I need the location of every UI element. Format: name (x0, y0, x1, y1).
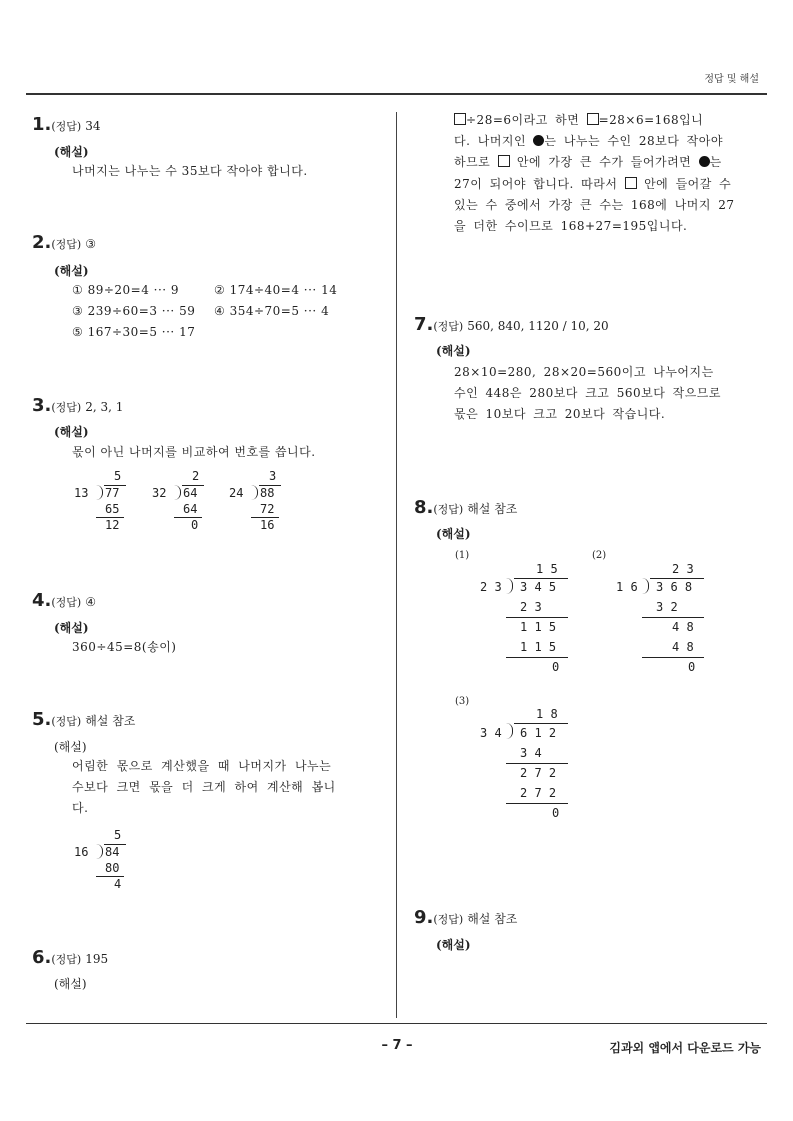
q7-line-3: 몫은 10보다 크고 20보다 작습니다. (454, 407, 666, 421)
answer-label: (정답) (433, 320, 464, 333)
divisor: 13 (74, 486, 89, 500)
quotient: 2 (192, 469, 200, 483)
dividend: 64 (183, 486, 198, 500)
q1-number: 1. (32, 114, 52, 135)
q9-answer: 해설 참조 (467, 912, 518, 926)
q1-heading (32, 114, 101, 135)
q6-line-4-a: 27이 되어야 합니다. 따라서 (454, 177, 625, 191)
q6-line-3-c: 는 (709, 155, 722, 169)
step-4: 0 (552, 660, 560, 674)
q4-answer: ④ (85, 595, 96, 609)
step-2: 4 8 (672, 620, 694, 634)
q8-part-2-division (616, 562, 716, 680)
division-bar (650, 578, 704, 579)
q2-item-4: ④ 354÷70=5 ··· 4 (214, 304, 330, 318)
product: 64 (183, 502, 198, 516)
division-bracket (506, 723, 513, 739)
q6-number: 6. (32, 947, 52, 968)
subtraction-bar (506, 617, 568, 618)
q3-division-3 (229, 469, 289, 535)
q5-explanation-label: (해설) (54, 740, 87, 754)
q2-number: 2. (32, 232, 52, 253)
product: 72 (260, 502, 275, 516)
q5-line-1: 어림한 몫으로 계산했을 때 나머지가 나누는 (72, 759, 332, 773)
blank-square-icon (587, 113, 599, 125)
step-1: 2 3 (520, 600, 542, 614)
q7-line-1: 28×10=280, 28×20=560이고 나누어지는 (454, 365, 714, 379)
q3-division-2 (152, 469, 212, 535)
divisor: 2 3 (480, 580, 502, 594)
division-bracket (96, 844, 103, 859)
quotient: 1 5 (536, 562, 558, 576)
answer-label: (정답) (51, 238, 82, 251)
q6-line-2 (454, 131, 744, 152)
product: 65 (105, 502, 120, 516)
q5-answer: 해설 참조 (85, 714, 136, 728)
division-bracket (251, 485, 258, 500)
q6-answer: 195 (85, 952, 109, 966)
q2-explanation-label: (해설) (54, 264, 89, 278)
q9-heading (414, 907, 517, 928)
answer-label: (정답) (51, 401, 82, 414)
product: 80 (105, 861, 120, 875)
answer-label: (정답) (51, 715, 82, 728)
divisor: 24 (229, 486, 244, 500)
q1-answer: 34 (85, 119, 101, 133)
q6-heading (32, 947, 108, 968)
division-bracket (506, 578, 513, 594)
step-4: 0 (688, 660, 696, 674)
q2-item-2: ② 174÷40=4 ··· 14 (214, 283, 338, 297)
remainder: 16 (260, 518, 275, 532)
q6-line-3 (454, 152, 744, 173)
header-tag: 정답 및 해설 (704, 74, 759, 85)
q8-part-3-label: (3) (455, 696, 470, 707)
dividend: 84 (105, 845, 120, 859)
q8-part-1-division (480, 562, 580, 680)
q4-explanation-label: (해설) (54, 621, 89, 635)
q8-part-3-division (480, 707, 580, 825)
q8-part-2-label: (2) (592, 550, 607, 561)
step-1: 3 2 (656, 600, 678, 614)
quotient: 1 8 (536, 707, 558, 721)
dividend: 77 (105, 486, 120, 500)
q6-line-6-a: 을 더한 수이므로 168+27=195입니다. (454, 219, 688, 233)
quotient: 5 (114, 469, 122, 483)
division-bar (514, 723, 568, 724)
q3-text: 몫이 아닌 나머지를 비교하여 번호를 씁니다. (72, 445, 316, 459)
q6-explanation-label: (해설) (54, 977, 87, 991)
answer-label: (정답) (433, 503, 464, 516)
dividend: 6 1 2 (520, 726, 557, 740)
remainder: 12 (105, 518, 120, 532)
footer-note: 김과외 앱에서 다운로드 가능 (609, 1041, 761, 1055)
subtraction-bar (506, 657, 568, 658)
step-4: 0 (552, 806, 560, 820)
quotient: 2 3 (672, 562, 694, 576)
dividend: 3 6 8 (656, 580, 693, 594)
q3-answer: 2, 3, 1 (85, 400, 124, 414)
dividend: 88 (260, 486, 275, 500)
q3-division-1 (74, 469, 134, 535)
q4-text: 360÷45=8(송이) (72, 640, 177, 654)
subtraction-bar (642, 617, 704, 618)
q8-part-1-label: (1) (455, 550, 470, 561)
q5-division (74, 828, 134, 894)
q8-heading (414, 497, 517, 518)
q2-answer: ③ (85, 237, 96, 251)
q9-explanation-label: (해설) (436, 938, 471, 952)
answer-label: (정답) (51, 596, 82, 609)
q6-line-6 (454, 216, 744, 237)
division-bracket (96, 485, 103, 500)
q6-line-1-a: ÷28=6이라고 하면 (466, 113, 587, 127)
answer-label: (정답) (51, 953, 82, 966)
q7-number: 7. (414, 314, 434, 335)
q6-line-1-b: =28×6=168입니 (598, 113, 704, 127)
q5-number: 5. (32, 709, 52, 730)
q6-line-1 (454, 110, 744, 131)
step-3: 4 8 (672, 640, 694, 654)
q4-heading (32, 590, 96, 611)
q3-heading (32, 395, 123, 416)
filled-circle-icon (533, 135, 544, 146)
q7-answer: 560, 840, 1120 / 10, 20 (467, 319, 609, 333)
divisor: 3 4 (480, 726, 502, 740)
division-bar (514, 578, 568, 579)
blank-square-icon (625, 177, 637, 189)
filled-circle-icon (699, 156, 710, 167)
footer-rule (26, 1023, 767, 1024)
q6-line-5 (454, 195, 744, 216)
remainder: 4 (114, 877, 122, 891)
remainder: 0 (191, 518, 199, 532)
dividend: 3 4 5 (520, 580, 557, 594)
step-1: 3 4 (520, 746, 542, 760)
q2-heading (32, 232, 96, 253)
q5-line-3: 다. (72, 801, 89, 815)
subtraction-bar (506, 803, 568, 804)
blank-square-icon (454, 113, 466, 125)
q7-line-2: 수인 448은 280보다 크고 560보다 작으므로 (454, 386, 721, 400)
q8-number: 8. (414, 497, 434, 518)
q2-item-5: ⑤ 167÷30=5 ··· 17 (72, 325, 196, 339)
q1-text: 나머지는 나누는 수 35보다 작아야 합니다. (72, 164, 308, 178)
q2-item-3: ③ 239÷60=3 ··· 59 (72, 304, 196, 318)
step-2: 2 7 2 (520, 766, 557, 780)
page-number: – 7 – (381, 1038, 413, 1053)
divisor: 16 (74, 845, 89, 859)
step-2: 1 1 5 (520, 620, 557, 634)
answer-label: (정답) (433, 913, 464, 926)
q3-number: 3. (32, 395, 52, 416)
subtraction-bar (642, 657, 704, 658)
blank-square-icon (498, 155, 510, 167)
division-bracket (642, 578, 649, 594)
subtraction-bar (506, 763, 568, 764)
q2-item-1: ① 89÷20=4 ··· 9 (72, 283, 180, 297)
header-rule (26, 93, 767, 95)
division-bracket (174, 485, 181, 500)
q6-line-2-a: 다. 나머지인 (454, 134, 534, 148)
q4-number: 4. (32, 590, 52, 611)
q7-heading (414, 314, 609, 335)
quotient: 3 (269, 469, 277, 483)
q6-line-2-b: 는 나누는 수인 28보다 작아야 (544, 134, 723, 148)
q6-line-5-a: 있는 수 중에서 가장 큰 수는 168에 나머지 27 (454, 198, 735, 212)
q3-explanation-label: (해설) (54, 425, 89, 439)
q1-explanation-label: (해설) (54, 145, 89, 159)
q6-line-3-b: 안에 가장 큰 수가 들어가려면 (509, 155, 699, 169)
divisor: 1 6 (616, 580, 638, 594)
step-3: 2 7 2 (520, 786, 557, 800)
q8-answer: 해설 참조 (467, 502, 518, 516)
q6-line-3-a: 하므로 (454, 155, 498, 169)
q6-line-4-b: 안에 들어갈 수 (636, 177, 732, 191)
answer-label: (정답) (51, 120, 82, 133)
step-3: 1 1 5 (520, 640, 557, 654)
q5-heading (32, 709, 135, 730)
q9-number: 9. (414, 907, 434, 928)
q5-line-2: 수보다 크면 몫을 더 크게 하여 계산해 봅니 (72, 780, 336, 794)
q8-explanation-label: (해설) (436, 527, 471, 541)
quotient: 5 (114, 828, 122, 842)
column-divider (396, 112, 397, 1018)
q6-line-4 (454, 174, 744, 195)
q7-explanation-label: (해설) (436, 344, 471, 358)
divisor: 32 (152, 486, 167, 500)
